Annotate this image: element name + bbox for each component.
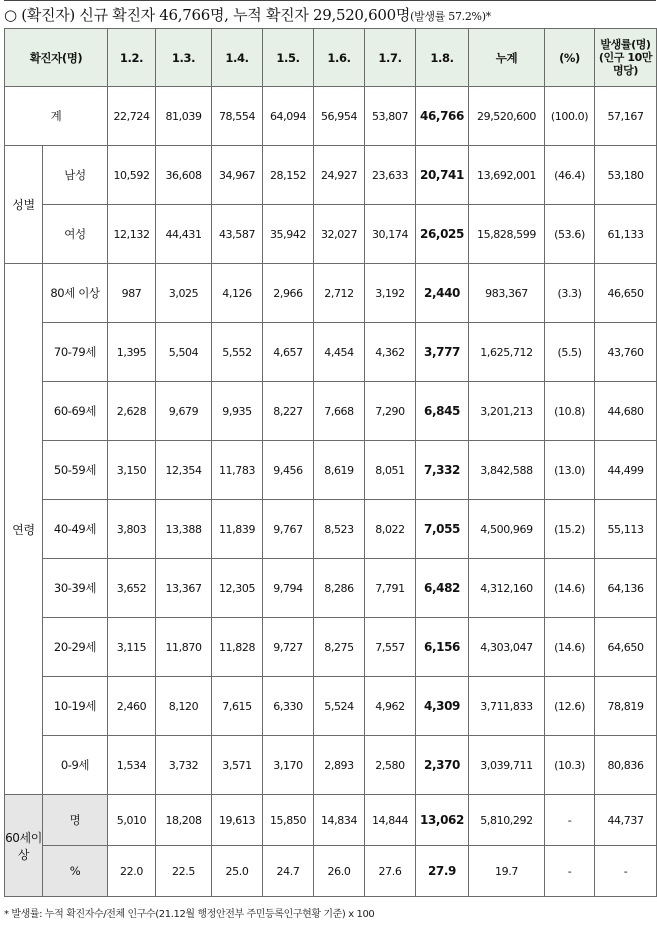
cell-value: 18,208 (156, 795, 212, 846)
cell-value: 5,504 (156, 323, 212, 382)
cell-cumulative: 3,201,213 (469, 382, 545, 441)
cell-value: 12,132 (108, 205, 156, 264)
cell-value: 4,362 (365, 323, 416, 382)
table-row (5, 146, 657, 205)
cell-percent: (13.0) (545, 441, 595, 500)
cell-value: 3,150 (108, 441, 156, 500)
header-date: 1.2. (108, 29, 156, 87)
confirmed-cases-table (4, 28, 657, 897)
header-category: 확진자(명) (5, 29, 108, 87)
title-rate: (발생률 57.2%)* (410, 10, 491, 23)
cell-percent: (10.8) (545, 382, 595, 441)
cell-value: 6,845 (416, 382, 469, 441)
group-sex: 성별 (5, 146, 43, 264)
cell-percent: (14.6) (545, 618, 595, 677)
table-row (5, 618, 657, 677)
cell-value: 64,094 (263, 87, 314, 146)
cell-value: 8,022 (365, 500, 416, 559)
cell-value: 26.0 (314, 846, 365, 897)
header-date: 1.6. (314, 29, 365, 87)
cell-value: 9,935 (212, 382, 263, 441)
cell-cumulative: 983,367 (469, 264, 545, 323)
cell-value: 2,370 (416, 736, 469, 795)
cell-value: 4,309 (416, 677, 469, 736)
cell-percent: - (545, 795, 595, 846)
row-label: 40-49세 (43, 500, 108, 559)
header-date: 1.5. (263, 29, 314, 87)
cell-value: 24.7 (263, 846, 314, 897)
cell-incidence: 64,136 (595, 559, 657, 618)
cell-incidence: 43,760 (595, 323, 657, 382)
cell-value: 3,777 (416, 323, 469, 382)
cell-percent: - (545, 846, 595, 897)
cell-incidence: 57,167 (595, 87, 657, 146)
row-label: 20-29세 (43, 618, 108, 677)
cell-value: 5,552 (212, 323, 263, 382)
cell-value: 11,839 (212, 500, 263, 559)
table-row (5, 264, 657, 323)
cell-value: 15,850 (263, 795, 314, 846)
cell-value: 32,027 (314, 205, 365, 264)
cell-incidence: 46,650 (595, 264, 657, 323)
cell-percent: (100.0) (545, 87, 595, 146)
cell-value: 14,844 (365, 795, 416, 846)
cell-value: 4,454 (314, 323, 365, 382)
cell-value: 36,608 (156, 146, 212, 205)
table-row (5, 87, 657, 146)
cell-value: 30,174 (365, 205, 416, 264)
cell-value: 2,966 (263, 264, 314, 323)
cell-percent: (10.3) (545, 736, 595, 795)
cell-incidence: 53,180 (595, 146, 657, 205)
title-bullet: ○ (4, 6, 17, 24)
cell-cumulative: 1,625,712 (469, 323, 545, 382)
cell-value: 8,619 (314, 441, 365, 500)
table-row (5, 559, 657, 618)
cell-value: 9,767 (263, 500, 314, 559)
page-title (4, 3, 654, 27)
cell-percent: (3.3) (545, 264, 595, 323)
cell-percent: (12.6) (545, 677, 595, 736)
cell-value: 11,870 (156, 618, 212, 677)
cell-value: 9,679 (156, 382, 212, 441)
cell-cumulative: 4,312,160 (469, 559, 545, 618)
cell-value: 7,668 (314, 382, 365, 441)
footnote: * 발생률: 누적 확진자수/전체 인구수(21.12월 행정안전부 주민등록인구현황 기준) x 100 (4, 909, 375, 920)
table-row (5, 323, 657, 382)
group-over60: 60세이상 (5, 795, 43, 897)
cell-value: 5,524 (314, 677, 365, 736)
cell-cumulative: 4,500,969 (469, 500, 545, 559)
cell-value: 7,791 (365, 559, 416, 618)
cell-value: 6,330 (263, 677, 314, 736)
row-label: % (43, 846, 108, 897)
cell-value: 12,354 (156, 441, 212, 500)
cell-value: 8,286 (314, 559, 365, 618)
header-incidence: 발생률(명) (인구 10만명당) (595, 29, 657, 87)
cell-value: 6,156 (416, 618, 469, 677)
cell-cumulative: 3,711,833 (469, 677, 545, 736)
table-row (5, 677, 657, 736)
header-date: 1.7. (365, 29, 416, 87)
cell-value: 3,170 (263, 736, 314, 795)
cell-incidence: 44,680 (595, 382, 657, 441)
cell-value: 44,431 (156, 205, 212, 264)
cell-value: 9,456 (263, 441, 314, 500)
cell-percent: (14.6) (545, 559, 595, 618)
table-row (5, 382, 657, 441)
table-header-row (5, 29, 657, 87)
header-cumulative: 누계 (469, 29, 545, 87)
table-row (5, 205, 657, 264)
cell-cumulative: 3,039,711 (469, 736, 545, 795)
cell-value: 7,557 (365, 618, 416, 677)
cell-value: 78,554 (212, 87, 263, 146)
cell-value: 35,942 (263, 205, 314, 264)
table-row (5, 736, 657, 795)
header-date: 1.4. (212, 29, 263, 87)
header-date: 1.8. (416, 29, 469, 87)
cell-value: 1,534 (108, 736, 156, 795)
cell-value: 2,460 (108, 677, 156, 736)
header-date: 1.3. (156, 29, 212, 87)
cell-value: 8,227 (263, 382, 314, 441)
cell-value: 3,732 (156, 736, 212, 795)
cell-value: 987 (108, 264, 156, 323)
cell-value: 5,010 (108, 795, 156, 846)
cell-value: 24,927 (314, 146, 365, 205)
cell-value: 28,152 (263, 146, 314, 205)
cell-value: 19,613 (212, 795, 263, 846)
cell-value: 8,275 (314, 618, 365, 677)
cell-value: 26,025 (416, 205, 469, 264)
cell-value: 3,115 (108, 618, 156, 677)
cell-value: 2,580 (365, 736, 416, 795)
cell-value: 3,025 (156, 264, 212, 323)
cell-value: 8,120 (156, 677, 212, 736)
cell-value: 10,592 (108, 146, 156, 205)
cell-value: 13,388 (156, 500, 212, 559)
cell-value: 4,126 (212, 264, 263, 323)
row-label: 80세 이상 (43, 264, 108, 323)
cell-value: 8,051 (365, 441, 416, 500)
table-row (5, 846, 657, 897)
title-main: (확진자) 신규 확진자 46,766명, 누적 확진자 29,520,600명 (21, 6, 411, 24)
cell-value: 9,794 (263, 559, 314, 618)
cell-cumulative: 19.7 (469, 846, 545, 897)
cell-value: 27.9 (416, 846, 469, 897)
cell-value: 34,967 (212, 146, 263, 205)
cell-value: 23,633 (365, 146, 416, 205)
row-label: 0-9세 (43, 736, 108, 795)
cell-percent: (15.2) (545, 500, 595, 559)
cell-value: 3,652 (108, 559, 156, 618)
table-row (5, 500, 657, 559)
row-label: 50-59세 (43, 441, 108, 500)
cell-value: 13,062 (416, 795, 469, 846)
cell-value: 3,803 (108, 500, 156, 559)
cell-incidence: 64,650 (595, 618, 657, 677)
cell-cumulative: 13,692,001 (469, 146, 545, 205)
cell-incidence: 80,836 (595, 736, 657, 795)
cell-value: 1,395 (108, 323, 156, 382)
cell-value: 7,615 (212, 677, 263, 736)
cell-value: 14,834 (314, 795, 365, 846)
cell-value: 2,712 (314, 264, 365, 323)
cell-value: 8,523 (314, 500, 365, 559)
row-label: 남성 (43, 146, 108, 205)
cell-value: 11,828 (212, 618, 263, 677)
group-age: 연령 (5, 264, 43, 795)
cell-incidence: 78,819 (595, 677, 657, 736)
cell-incidence: 61,133 (595, 205, 657, 264)
cell-value: 2,628 (108, 382, 156, 441)
cell-value: 4,657 (263, 323, 314, 382)
cell-percent: (5.5) (545, 323, 595, 382)
cell-value: 20,741 (416, 146, 469, 205)
cell-value: 81,039 (156, 87, 212, 146)
row-label: 계 (5, 87, 108, 146)
row-label: 30-39세 (43, 559, 108, 618)
cell-percent: (53.6) (545, 205, 595, 264)
cell-value: 22,724 (108, 87, 156, 146)
cell-value: 2,893 (314, 736, 365, 795)
cell-value: 7,055 (416, 500, 469, 559)
cell-incidence: 44,499 (595, 441, 657, 500)
cell-value: 7,332 (416, 441, 469, 500)
cell-value: 4,962 (365, 677, 416, 736)
cell-value: 56,954 (314, 87, 365, 146)
cell-incidence: 55,113 (595, 500, 657, 559)
cell-value: 7,290 (365, 382, 416, 441)
table-row (5, 441, 657, 500)
cell-value: 43,587 (212, 205, 263, 264)
cell-percent: (46.4) (545, 146, 595, 205)
cell-value: 25.0 (212, 846, 263, 897)
cell-value: 11,783 (212, 441, 263, 500)
cell-value: 46,766 (416, 87, 469, 146)
cell-value: 22.5 (156, 846, 212, 897)
cell-value: 2,440 (416, 264, 469, 323)
cell-cumulative: 4,303,047 (469, 618, 545, 677)
cell-cumulative: 15,828,599 (469, 205, 545, 264)
cell-incidence: - (595, 846, 657, 897)
cell-value: 13,367 (156, 559, 212, 618)
row-label: 60-69세 (43, 382, 108, 441)
row-label: 명 (43, 795, 108, 846)
cell-value: 3,192 (365, 264, 416, 323)
cell-cumulative: 29,520,600 (469, 87, 545, 146)
cell-incidence: 44,737 (595, 795, 657, 846)
row-label: 70-79세 (43, 323, 108, 382)
cell-value: 53,807 (365, 87, 416, 146)
cell-value: 12,305 (212, 559, 263, 618)
cell-value: 27.6 (365, 846, 416, 897)
cell-value: 22.0 (108, 846, 156, 897)
cell-value: 3,571 (212, 736, 263, 795)
cell-cumulative: 5,810,292 (469, 795, 545, 846)
cell-cumulative: 3,842,588 (469, 441, 545, 500)
row-label: 여성 (43, 205, 108, 264)
table-row (5, 795, 657, 846)
header-percent: (%) (545, 29, 595, 87)
cell-value: 9,727 (263, 618, 314, 677)
cell-value: 6,482 (416, 559, 469, 618)
row-label: 10-19세 (43, 677, 108, 736)
